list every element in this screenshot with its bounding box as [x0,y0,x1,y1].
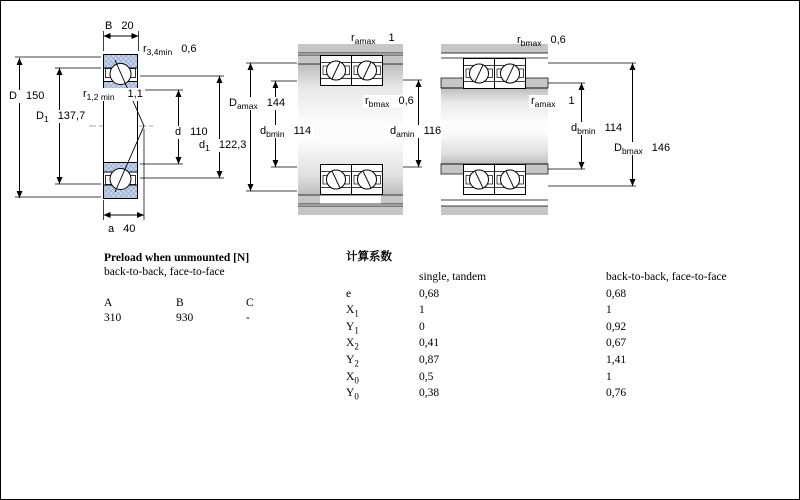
dim-symbol: r [517,34,521,46]
factor-value-paired: 0,68 [606,287,627,300]
factor-label [346,319,419,336]
dim-label-dbmin-a [258,125,313,138]
dim-label-d [173,126,210,139]
factor-subscript: 0 [354,374,359,385]
factor-subscript: 2 [354,341,359,352]
dim-symbol: r [531,95,535,107]
factor-value-paired: 1,41 [606,353,627,366]
ball-top [110,64,131,85]
factor-value-paired: 0,76 [606,387,627,400]
factor-value-paired: 1 [606,304,612,317]
dim-label-D [7,90,46,103]
dim-label-Damax [227,97,287,110]
preload-value: - [246,312,250,324]
shoulder-top-right [381,55,403,64]
dim-label-rbmax-b [517,34,566,47]
dim-symbol: D [36,110,44,122]
dim-subscript: bmax [520,38,542,49]
dim-label-r34 [143,43,196,56]
factor-subscript: 1 [354,325,359,336]
factor-symbol: Y [346,320,355,333]
factor-subscript: 0 [354,391,359,402]
housing-band-top [298,44,403,53]
dim-label-B [105,20,134,33]
bearing-pair-bottom [321,165,383,195]
factors-col-single: single, tandem [419,271,487,283]
shoulder-bottom-right [381,195,403,204]
preload-col-header: C [246,297,254,309]
dim-symbol: r [351,32,355,44]
dim-label-D1 [34,110,87,123]
factor-symbol: Y [346,353,355,366]
factor-value-paired: 1 [606,370,612,383]
dim-subscript: bmin [577,126,596,137]
factor-value-single: 0,5 [419,370,434,383]
dim-subscript: bmax [368,99,390,110]
factors-title: 计算系数 [346,251,392,263]
dim-label-r12 [81,88,145,101]
factor-symbol: X [346,337,355,350]
dim-value: 122,3 [218,139,247,151]
factor-value-single: 1 [419,304,425,317]
dim-value: 0,6 [398,95,414,107]
preload-subtitle: back-to-back, face-to-face [104,266,225,278]
dim-symbol: d [199,139,206,151]
dim-symbol: d [175,126,182,138]
dim-symbol: B [105,20,113,32]
dim-symbol: D [229,97,237,109]
bearing-pair-top [321,56,383,86]
factor-label [346,385,419,402]
factor-label [346,369,419,386]
factor-label [346,302,419,319]
calculation-factors-table [346,250,727,402]
dim-value: 150 [25,90,45,102]
dim-subscript: amax [534,99,556,110]
dim-label-Dbmax [612,142,672,155]
factor-symbol: X [346,370,355,383]
dim-value: 146 [651,142,671,154]
factor-subscript: 1 [354,308,359,319]
preload-table [104,251,306,325]
dim-subscript: amin [396,129,415,140]
dim-value: 1 [568,95,575,107]
factor-value-single: 0 [419,320,425,333]
dim-subscript: bmax [621,146,643,157]
dim-value: 144 [266,97,286,109]
dim-symbol: d [571,122,578,134]
dim-symbol: r [365,95,369,107]
factors-corner [346,269,419,286]
dim-label-ramax-a [351,32,395,45]
factor-label [346,352,419,369]
bearing-diagrams [1,1,800,246]
preload-title: Preload when unmounted [N] [104,252,250,264]
dim-subscript: 3,4min [146,47,173,58]
factor-value-single: 0,41 [419,337,440,350]
dim-label-ramax-b [529,95,577,108]
factor-label [346,335,419,352]
preload-col-header: B [176,297,184,309]
bearing-pair-top [464,59,526,89]
dim-symbol: D [9,90,17,102]
housing-band-bottom [298,206,403,215]
dim-symbol: D [614,142,622,154]
preload-grid [104,296,306,325]
dim-value: 20 [121,20,134,32]
factor-subscript: 2 [354,358,359,369]
dim-subscript: 1 [43,114,49,125]
factor-value-paired: 0,67 [606,337,627,350]
factor-value-single: 0,68 [419,287,440,300]
dim-label-rbmax-a [363,95,416,108]
dim-symbol: a [108,223,115,235]
factor-value-single: 0,87 [419,353,440,366]
dim-label-d1 [197,139,248,152]
factors-grid [346,269,727,402]
preload-value: 310 [104,312,122,324]
dim-value: 1,1 [127,88,143,100]
dim-value: 137,7 [57,110,86,122]
dim-value: 0,6 [181,43,197,55]
factor-symbol: X [346,304,355,317]
dim-value: 116 [423,125,442,137]
dim-value: 114 [604,122,623,134]
dim-value: 1 [388,32,395,44]
factor-symbol: e [346,287,352,300]
dim-value: 0,6 [550,34,566,46]
dim-subscript: amax [236,101,258,112]
dim-value: 114 [293,125,312,137]
preload-col-header: A [104,297,113,309]
preload-value: 930 [176,312,194,324]
dim-symbol: d [390,125,397,137]
dim-symbol: r [143,43,147,55]
factor-symbol: Y [346,387,355,400]
factor-value-single: 0,38 [419,387,440,400]
dim-label-a [108,223,135,236]
shoulder-bottom-left [298,195,320,204]
shoulder-top-left [298,55,320,64]
dim-subscript: amax [354,36,376,47]
dim-value: 110 [190,126,208,138]
bearing-pair-bottom [464,165,526,195]
factor-label [346,286,419,303]
factor-value-paired: 0,92 [606,320,627,333]
factors-col-paired: back-to-back, face-to-face [606,271,727,283]
dim-subscript: 1 [205,143,210,154]
dim-label-damin [388,125,443,138]
housing-band-bottom [441,206,548,215]
dim-subscript: bmin [266,129,285,140]
dim-subscript: 1,2 min [86,92,115,103]
dim-symbol: d [260,125,267,137]
dim-symbol: r [83,88,87,100]
dim-value: 40 [123,223,136,235]
dim-label-dbmin-b [569,122,624,135]
